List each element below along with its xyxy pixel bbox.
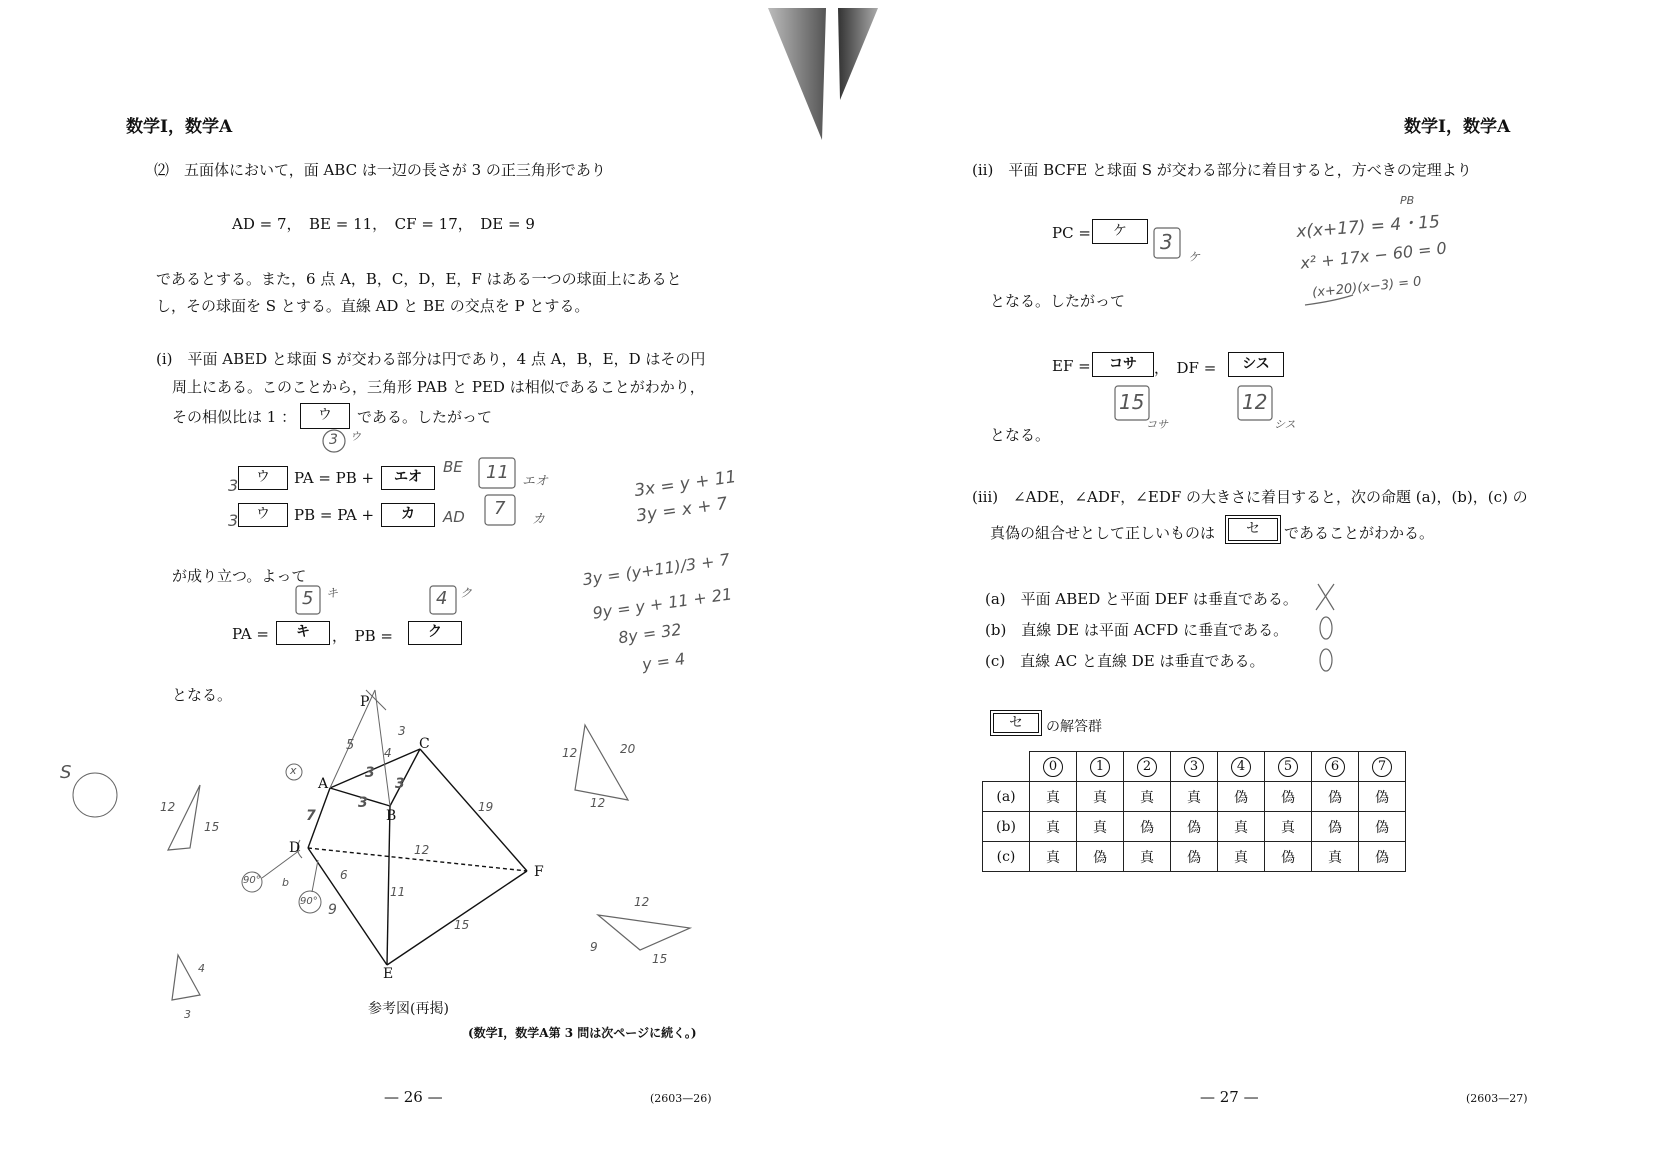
hw-work: 3x = y + 11 (633, 466, 738, 502)
choice-header: 2 (1124, 752, 1171, 782)
hw-kana: カ (532, 512, 546, 527)
hw-side-number: 9 (590, 940, 598, 954)
table-cell: 偽 (1171, 842, 1218, 872)
naru-shitagatte: となる。したがって (990, 292, 1126, 310)
choice-header: 6 (1312, 752, 1359, 782)
table-cell: 真 (1077, 812, 1124, 842)
proposition-b: (b) 直線 DE は平面 ACFD に垂直である。 (985, 621, 1289, 639)
choice-header: 5 (1265, 752, 1312, 782)
hw-answer-ki: 5 (302, 588, 314, 609)
hw-multiplier: 3 (228, 511, 239, 530)
answer-box-u[interactable]: ウ (300, 403, 350, 429)
table-cell: 真 (1171, 782, 1218, 812)
hw-be: BE (443, 458, 463, 476)
table-cell: 真 (1218, 812, 1265, 842)
part-i-text: その相似比は 1 ： (172, 408, 297, 426)
answer-group-box-se: セ (993, 713, 1039, 733)
answer-box-ka[interactable]: カ (381, 503, 435, 527)
pb-label: ， PB = (332, 627, 393, 645)
table-cell: 偽 (1265, 842, 1312, 872)
hw-angle: 90° (300, 896, 318, 907)
answer-box-shisu[interactable]: シス (1228, 352, 1284, 377)
page-number-right: — 27 — (1200, 1088, 1259, 1106)
part-i-text: 周上にある。このことから，三角形 PAB と PED は相似であることがわかり， (172, 378, 705, 396)
vertex-label-c: C (419, 736, 430, 752)
hw-work: 9y = y + 11 + 21 (591, 584, 734, 623)
hw-kana: ケ (1188, 250, 1201, 264)
hw-side-number: 20 (620, 742, 636, 756)
hw-work: (x+20)(x−3) = 0 (1311, 274, 1423, 301)
equation-2: PB = PA + (294, 506, 375, 524)
hw-kana: コサ (1146, 418, 1168, 431)
problem-2-intro: ⑵ 五面体において，面 ABC は一辺の長さが 3 の正三角形であり (154, 161, 606, 179)
part-i-text: (ⅰ) 平面 ABED と球面 S が交わる部分は円であり，4 点 A，B，E，D はその円 (156, 350, 706, 368)
answer-group-label: の解答群 (1046, 719, 1102, 735)
hw-fig-number: 3 (395, 776, 405, 792)
answer-box-u[interactable]: ウ (238, 503, 288, 527)
part-ii-text: (ⅱ) 平面 BCFE と球面 S が交わる部分に着目すると，方べきの定理より (972, 161, 1472, 179)
hw-fig-number: 3 (365, 765, 375, 781)
part-iii-text: であることがわかる。 (1284, 524, 1435, 542)
vertex-label-b: B (386, 808, 397, 824)
hw-kana: ク (460, 586, 473, 600)
hw-sphere-label: S (60, 762, 72, 783)
hw-fig-number: 5 (346, 738, 355, 753)
hw-fig-number: 15 (454, 918, 470, 932)
table-cell: 真 (1312, 842, 1359, 872)
part-i-text: である。したがって (357, 408, 493, 426)
hw-work: 3y = x + 7 (635, 493, 729, 527)
hw-kana: エオ (522, 474, 549, 489)
answer-box-u[interactable]: ウ (238, 466, 288, 490)
table-cell: 真 (1124, 782, 1171, 812)
problem-text-line: であるとする。また，6 点 A，B，C，D，E，F はある一つの球面上にあると (156, 270, 682, 288)
hw-fig-number: x (290, 764, 297, 777)
hw-fig-number: 11 (390, 885, 406, 899)
hw-kana: ウ (350, 430, 361, 443)
hw-side-number: 12 (160, 800, 176, 814)
table-cell: 真 (1030, 782, 1077, 812)
table-cell: 偽 (1359, 812, 1406, 842)
hw-answer-ke: 3 (1160, 230, 1173, 254)
part-iii-text: (ⅲ) ∠ADE，∠ADF，∠EDF の大きさに着目すると，次の命題 (a)，(b)，(c) の (972, 488, 1528, 506)
table-cell: 偽 (1359, 782, 1406, 812)
hw-work: x² + 17x − 60 = 0 (1299, 238, 1448, 273)
hw-fig-number: 3 (398, 724, 406, 738)
ef-label: EF = (1052, 357, 1091, 375)
choice-header: 0 (1030, 752, 1077, 782)
hw-multiplier: 3 (228, 476, 239, 495)
vertex-label-a: A (318, 776, 329, 792)
hw-fig-number: 12 (414, 843, 430, 857)
page-code-left: (2603—26) (650, 1092, 712, 1105)
table-cell: 偽 (1124, 812, 1171, 842)
row-label: (a) (983, 782, 1030, 812)
continue-note: (数学Ⅰ，数学A第 3 問は次ページに続く。) (468, 1026, 697, 1040)
row-label: (b) (983, 812, 1030, 842)
answer-box-ku[interactable]: ク (408, 621, 462, 645)
hw-answer-eo: 11 (486, 462, 509, 483)
table-cell: 真 (1030, 812, 1077, 842)
hw-answer-u: 3 (329, 432, 338, 448)
hw-work: y = 4 (640, 649, 687, 674)
vertex-label-d: D (289, 840, 301, 856)
hw-side-number: 12 (634, 895, 650, 909)
table-cell: 偽 (1312, 812, 1359, 842)
proposition-a: (a) 平面 ABED と平面 DEF は垂直である。 (985, 590, 1298, 608)
df-label: ， DF = (1154, 359, 1217, 377)
hw-fig-number: b (282, 876, 289, 889)
choice-header: 7 (1359, 752, 1406, 782)
hw-answer-ka: 7 (494, 498, 506, 519)
row-label: (c) (983, 842, 1030, 872)
hw-angle: 90° (243, 875, 261, 886)
table-cell: 偽 (1359, 842, 1406, 872)
table-cell: 真 (1265, 812, 1312, 842)
hw-fig-number: 4 (384, 746, 392, 760)
answer-box-kosa[interactable]: コサ (1092, 352, 1154, 377)
hw-work: 8y = 32 (616, 619, 683, 648)
part-iii-text: 真偽の組合せとして正しいものは (990, 524, 1216, 542)
hw-fig-number: 6 (340, 868, 348, 882)
equation-1: PA = PB + (294, 469, 375, 487)
table-cell: 真 (1218, 842, 1265, 872)
figure-caption: 参考図(再掲) (368, 1001, 449, 1017)
proposition-c: (c) 直線 AC と直線 DE は垂直である。 (985, 652, 1265, 670)
table-cell: 偽 (1265, 782, 1312, 812)
choice-header: 1 (1077, 752, 1124, 782)
hw-side-number: 12 (562, 746, 578, 760)
choice-header: 3 (1171, 752, 1218, 782)
hw-work: x(x+17) = 4・15 (1295, 212, 1441, 242)
answer-box-se[interactable]: セ (1228, 518, 1278, 541)
hw-ad: AD (443, 508, 465, 526)
page-code-right: (2603—27) (1466, 1092, 1528, 1105)
table-cell: 真 (1077, 782, 1124, 812)
hw-answer-shisu: 12 (1242, 390, 1268, 414)
table-cell: 真 (1030, 842, 1077, 872)
answer-box-ke[interactable]: ケ (1092, 219, 1148, 244)
table-cell: 真 (1124, 842, 1171, 872)
hw-fig-number: 19 (478, 800, 494, 814)
naru-text: となる。 (172, 686, 233, 704)
left-page-header: 数学Ⅰ，数学A (126, 117, 233, 137)
vertex-label-f: F (534, 864, 544, 880)
given-lengths: AD = 7， BE = 11， CF = 17， DE = 9 (232, 215, 535, 233)
hw-side-number: 15 (204, 820, 220, 834)
hw-side-number: 4 (198, 962, 205, 975)
pc-label: PC = (1052, 224, 1091, 242)
hw-pb-note: PB (1400, 194, 1415, 207)
pa-label: PA = (232, 625, 269, 643)
hw-side-number: 3 (184, 1008, 191, 1021)
hw-kana: シス (1274, 418, 1296, 431)
table-cell: 偽 (1171, 812, 1218, 842)
answer-box-ki[interactable]: キ (276, 621, 330, 645)
hw-fig-number: 9 (328, 902, 337, 918)
choice-header: 4 (1218, 752, 1265, 782)
right-page-header: 数学Ⅰ，数学A (1404, 117, 1511, 137)
vertex-label-e: E (383, 966, 394, 982)
vertex-label-p: P (360, 694, 370, 710)
hw-answer-kosa: 15 (1119, 390, 1145, 414)
hw-side-number: 15 (652, 952, 668, 966)
answer-box-eo[interactable]: エオ (381, 466, 435, 490)
hw-answer-ku: 4 (436, 588, 448, 609)
table-cell: 偽 (1218, 782, 1265, 812)
table-cell: 偽 (1077, 842, 1124, 872)
table-cell: 偽 (1312, 782, 1359, 812)
holds-text: が成り立つ。よって (172, 567, 307, 585)
hw-side-number: 12 (590, 796, 606, 810)
hw-work: 3y = (y+11)/3 + 7 (581, 549, 731, 590)
problem-text-line: し，その球面を S とする。直線 AD と BE の交点を P とする。 (156, 297, 590, 315)
naru-text: となる。 (990, 426, 1051, 444)
hw-kana: キ (326, 586, 339, 600)
page-number-left: — 26 — (384, 1088, 443, 1106)
hw-fig-number: 3 (358, 795, 368, 811)
hw-fig-number: 7 (306, 808, 316, 824)
